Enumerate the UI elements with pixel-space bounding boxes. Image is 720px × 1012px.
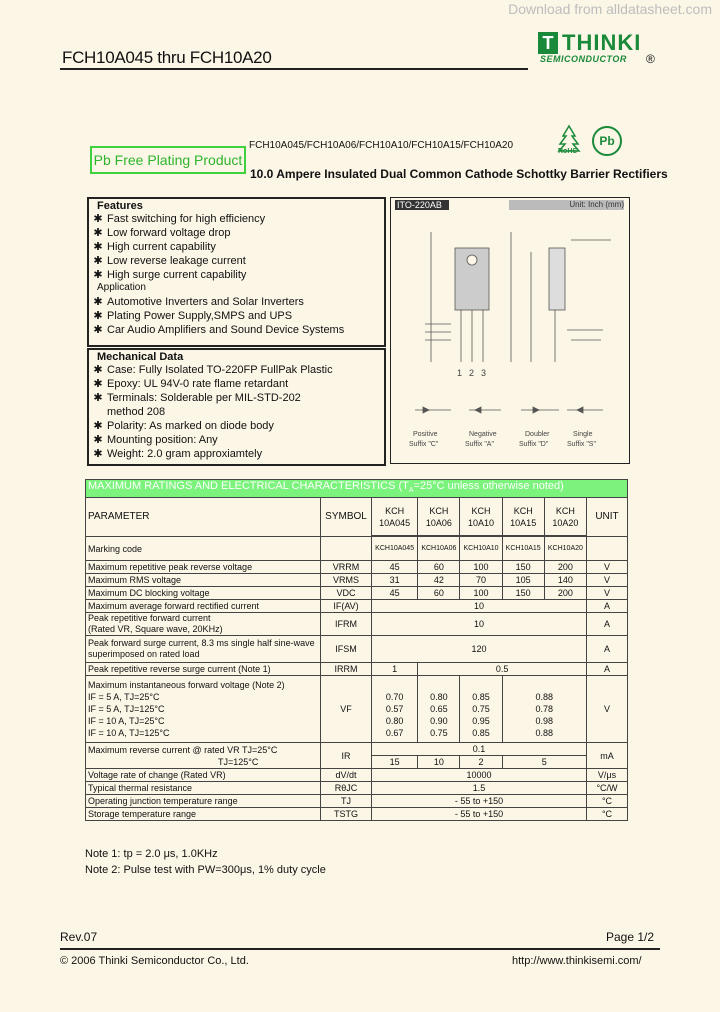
table-row: Peak repetitive forward current (Rated VR, Square wave, 20KHz) IFRM 10 A (86, 613, 628, 636)
logo-name: THINKI (562, 30, 642, 55)
config-suffix: Suffix "D" (519, 441, 549, 448)
mechanical-item: ✱ Terminals: Solderable per MIL-STD-202 (93, 392, 301, 404)
revision: Rev.07 (60, 930, 98, 944)
features-section (87, 197, 386, 347)
footer-divider (60, 948, 660, 950)
application-item: ✱ Car Audio Amplifiers and Sound Device Systems (93, 324, 345, 336)
table-row: Maximum reverse current @ rated VR TJ=25°C TJ=125°C IR 0.1 mA (86, 743, 628, 756)
copyright: © 2006 Thinki Semiconductor Co., Ltd. (60, 955, 249, 967)
mechanical-item: ✱ Polarity: As marked on diode body (93, 420, 274, 432)
pb-free-icon: Pb (592, 126, 622, 156)
mechanical-item: ✱ Case: Fully Isolated TO-220FP FullPak Plastic (93, 364, 333, 376)
watermark: Download from alldatasheet.com (508, 1, 712, 17)
col-symbol: SYMBOL (321, 498, 372, 537)
pin-label: 2 (469, 368, 475, 378)
mechanical-item: ✱ Weight: 2.0 gram approxiamtely (93, 448, 263, 460)
config-label: Positive (413, 431, 438, 438)
features-title: Features (97, 200, 143, 212)
config-suffix: Suffix "A" (465, 441, 494, 448)
col-part: KCH 10A10 (460, 498, 502, 536)
pb-free-badge: Pb Free Plating Product (90, 146, 246, 174)
mechanical-item: ✱ Epoxy: UL 94V-0 rate flame retardant (93, 378, 289, 390)
config-suffix: Suffix "C" (409, 441, 439, 448)
table-row: Marking code KCH10A045 KCH10A06 KCH10A10 KCH10A15 KCH10A20 (86, 537, 628, 561)
logo-mark-icon: T (538, 32, 558, 54)
ratings-table (85, 479, 628, 821)
application-item: ✱ Automotive Inverters and Solar Inverters (93, 296, 304, 308)
table-row: Peak repetitive reverse surge current (Note 1) IRRM 1 0.5 A (86, 663, 628, 676)
company-logo (538, 32, 660, 72)
pin-label: 1 (457, 368, 463, 378)
table-row (86, 498, 628, 536)
table-row: Peak forward surge current, 8.3 ms single half sine-wave superimposed on rated load IFSM 120 A (86, 636, 628, 663)
package-units: Unit: Inch (mm) (509, 200, 624, 210)
table-row: Maximum DC blocking voltage VDC 45 60 100 150 200 V (86, 587, 628, 600)
col-part: KCH 10A15 (502, 498, 544, 536)
title-underline (60, 68, 528, 70)
package-title: ITO-220AB (395, 200, 449, 210)
col-part: KCH 10A045 (372, 498, 418, 536)
website-link[interactable]: http://www.thinkisemi.com/ (512, 955, 642, 967)
feature-item: ✱ Low forward voltage drop (93, 227, 231, 239)
mechanical-item-cont: method 208 (107, 406, 166, 418)
mechanical-title: Mechanical Data (97, 351, 184, 363)
feature-item: ✱ Low reverse leakage current (93, 255, 246, 267)
logo-subtitle: SEMICONDUCTOR (540, 54, 627, 64)
application-item: ✱ Plating Power Supply,SMPS and UPS (93, 310, 293, 322)
config-label: Doubler (525, 431, 550, 438)
table-row: Operating junction temperature range TJ - 55 to +150 °C (86, 795, 628, 808)
feature-item: ✱ Fast switching for high efficiency (93, 213, 266, 225)
table-row: Maximum average forward rectified current IF(AV) 10 A (86, 600, 628, 613)
config-label: Single (573, 431, 593, 438)
registered-mark: ® (646, 52, 655, 66)
table-row: Maximum RMS voltage VRMS 31 42 70 105 140 V (86, 574, 628, 587)
table-row: Voltage rate of change (Rated VR) dV/dt 10000 V/μs (86, 769, 628, 782)
pin-label: 3 (481, 368, 487, 378)
col-part: KCH 10A20 (544, 498, 586, 536)
table-row: Typical thermal resistance RθJC 1.5 °C/W (86, 782, 628, 795)
mechanical-data-section (87, 348, 386, 466)
page-number: Page 1/2 (606, 930, 655, 944)
col-part: KCH 10A06 (418, 498, 460, 536)
note-1: Note 1: tp = 2.0 μs, 1.0KHz (85, 848, 218, 860)
table-row: Maximum repetitive peak reverse voltage VRRM 45 60 100 150 200 V (86, 561, 628, 574)
table-header-bar: MAXIMUM RATINGS AND ELECTRICAL CHARACTERISTICS ($T_A=25^\circ C$ unless otherwise noted) (86, 480, 628, 498)
part-number-list: FCH10A045/FCH10A06/FCH10A10/FCH10A15/FCH10A20 (249, 140, 514, 151)
rohs-label: RoHS (558, 148, 578, 155)
note-2: Note 2: Pulse test with PW=300μs, 1% duty cycle (85, 864, 326, 876)
mechanical-item: ✱ Mounting position: Any (93, 434, 218, 446)
rohs-icon (554, 124, 584, 156)
table-row: Storage temperature range TSTG - 55 to +150 °C (86, 808, 628, 821)
feature-item: ✱ High surge current capability (93, 269, 247, 281)
table-row: Maximum instantaneous forward voltage (Note 2) IF = 5 A, TJ=25°C IF = 5 A, TJ=125°C IF = 10 A, TJ=25°C IF = 10 A, TJ=125°C VF 0.70 0.57 0.80 0.67 0.80 0.65 0.90 0.75 0.85 0.75 0.95 0.85 0.88 0.78 0.98 0.88 V (86, 676, 628, 743)
col-unit: UNIT (587, 498, 628, 537)
package-outline-diagram (391, 212, 627, 462)
page-title: FCH10A045 thru FCH10A20 (62, 48, 272, 67)
product-subtitle: 10.0 Ampere Insulated Dual Common Cathode Schottky Barrier Rectifiers (250, 167, 668, 181)
col-parameter: PARAMETER (86, 498, 321, 537)
feature-item: ✱ High current capability (93, 241, 216, 253)
application-title: Application (97, 282, 146, 293)
config-suffix: Suffix "S" (567, 441, 596, 448)
table-row: 15 10 2 5 (86, 756, 628, 769)
config-label: Negative (469, 431, 497, 438)
package-drawing (390, 197, 630, 464)
